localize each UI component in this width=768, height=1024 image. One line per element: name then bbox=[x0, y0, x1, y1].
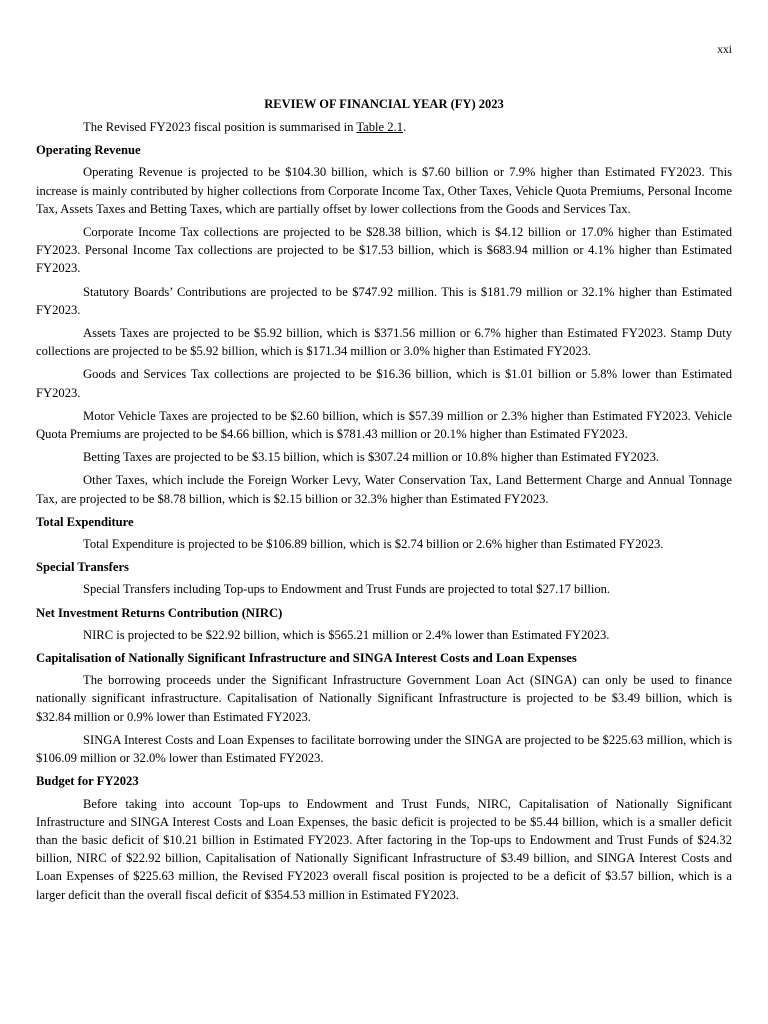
section-heading-nirc: Net Investment Returns Contribution (NIRC) bbox=[36, 605, 283, 620]
section-heading-total-expenditure: Total Expenditure bbox=[36, 514, 134, 529]
paragraph: NIRC is projected to be $22.92 billion, which is $565.21 million or 2.4% lower than Estimated FY2023. bbox=[83, 627, 610, 642]
intro-text: The Revised FY2023 fiscal position is summarised in bbox=[83, 120, 357, 134]
paragraph: Assets Taxes are projected to be $5.92 billion, which is $371.56 million or 6.7% higher than Estimated FY2023. Stamp Duty collections are projected to be $5.92 billion, which is $171.34 million or 3.0% higher than Estimated FY2023. bbox=[36, 326, 732, 359]
intro-end: . bbox=[403, 120, 407, 134]
section-heading-capitalisation: Capitalisation of Nationally Significant Infrastructure and SINGA Interest Costs and Loan Expenses bbox=[36, 651, 577, 666]
paragraph: The borrowing proceeds under the Significant Infrastructure Government Loan Act (SINGA) can only be used to finance nationally significant infrastructure. Capitalisation of Nationally Significant Infrastructure is projected to be $3.49 billion, which is $32.84 million or 0.9% lower than Estimated FY2023. bbox=[36, 673, 732, 724]
section-heading-operating-revenue: Operating Revenue bbox=[36, 143, 141, 158]
document-body bbox=[36, 118, 732, 909]
paragraph: Corporate Income Tax collections are projected to be $28.38 billion, which is $4.12 billion or 17.0% higher than Estimated FY2023. Personal Income Tax collections are projected to be $17.53 billion, which is $683.94 million or 4.1% higher than Estimated FY2023. bbox=[36, 225, 732, 276]
paragraph: Goods and Services Tax collections are projected to be $16.36 billion, which is $1.01 billion or 5.8% lower than Estimated FY2023. bbox=[36, 367, 732, 400]
table-2-1-link[interactable]: Table 2.1 bbox=[356, 120, 403, 134]
paragraph: Statutory Boards’ Contributions are projected to be $747.92 million. This is $181.79 million or 32.1% higher than Estimated FY2023. bbox=[36, 284, 732, 317]
paragraph: Special Transfers including Top-ups to Endowment and Trust Funds are projected to total $27.17 billion. bbox=[83, 582, 611, 597]
paragraph: Total Expenditure is projected to be $106.89 billion, which is $2.74 billion or 2.6% higher than Estimated FY2023. bbox=[83, 537, 664, 552]
paragraph: SINGA Interest Costs and Loan Expenses to facilitate borrowing under the SINGA are projected to be $225.63 million, which is $106.09 million or 32.0% lower than Estimated FY2023. bbox=[36, 732, 732, 766]
section-heading-special-transfers: Special Transfers bbox=[36, 560, 129, 575]
page-title: REVIEW OF FINANCIAL YEAR (FY) 2023 bbox=[264, 97, 504, 111]
intro-paragraph bbox=[36, 118, 732, 136]
section-heading-budget-fy2023: Budget for FY2023 bbox=[36, 774, 139, 789]
paragraph: Motor Vehicle Taxes are projected to be $2.60 billion, which is $57.39 million or 2.3% higher than Estimated FY2023. Vehicle Quota Premiums are projected to be $4.66 billion, which is $781.43 million or 20.1% higher than Estimated FY2023. bbox=[36, 408, 732, 442]
paragraph: Operating Revenue is projected to be $104.30 billion, which is $7.60 billion or 7.9% higher than Estimated FY2023. This increase is mainly contributed by higher collections from Corporate Income Tax, Other Taxes, Vehicle Quota Premiums, Personal Income Tax, Assets Taxes and Betting Taxes, which are partially offset by lower collections from the Goods and Services Tax. bbox=[36, 165, 732, 216]
page-number: xxi bbox=[717, 44, 732, 56]
paragraph: Before taking into account Top-ups to Endowment and Trust Funds, NIRC, Capitalisation of Nationally Significant Infrastructure and SINGA Interest Costs and Loan Expenses, the basic deficit is projected to be $5.44 billion, which is a smaller deficit than the basic deficit of $10.21 billion in Estimated FY2023. After factoring in the Top-ups to Endowment and Trust Funds of $24.32 billion, NIRC of $22.92 billion, Capitalisation of Nationally Significant Infrastructure of $3.49 billion, and SINGA Interest Costs and Loan Expenses of $225.63 million, the Revised FY2023 overall fiscal position is projected to be a deficit of $3.57 billion, which is a larger deficit than the overall fiscal deficit of $354.53 million in Estimated FY2023. bbox=[36, 796, 732, 902]
paragraph: Other Taxes, which include the Foreign Worker Levy, Water Conservation Tax, Land Betterment Charge and Annual Tonnage Tax, are projected to be $8.78 billion, which is $2.15 billion or 32.3% higher than Estimated FY2023. bbox=[36, 473, 732, 506]
paragraph: Betting Taxes are projected to be $3.15 billion, which is $307.24 million or 10.8% higher than Estimated FY2023. bbox=[83, 450, 660, 465]
